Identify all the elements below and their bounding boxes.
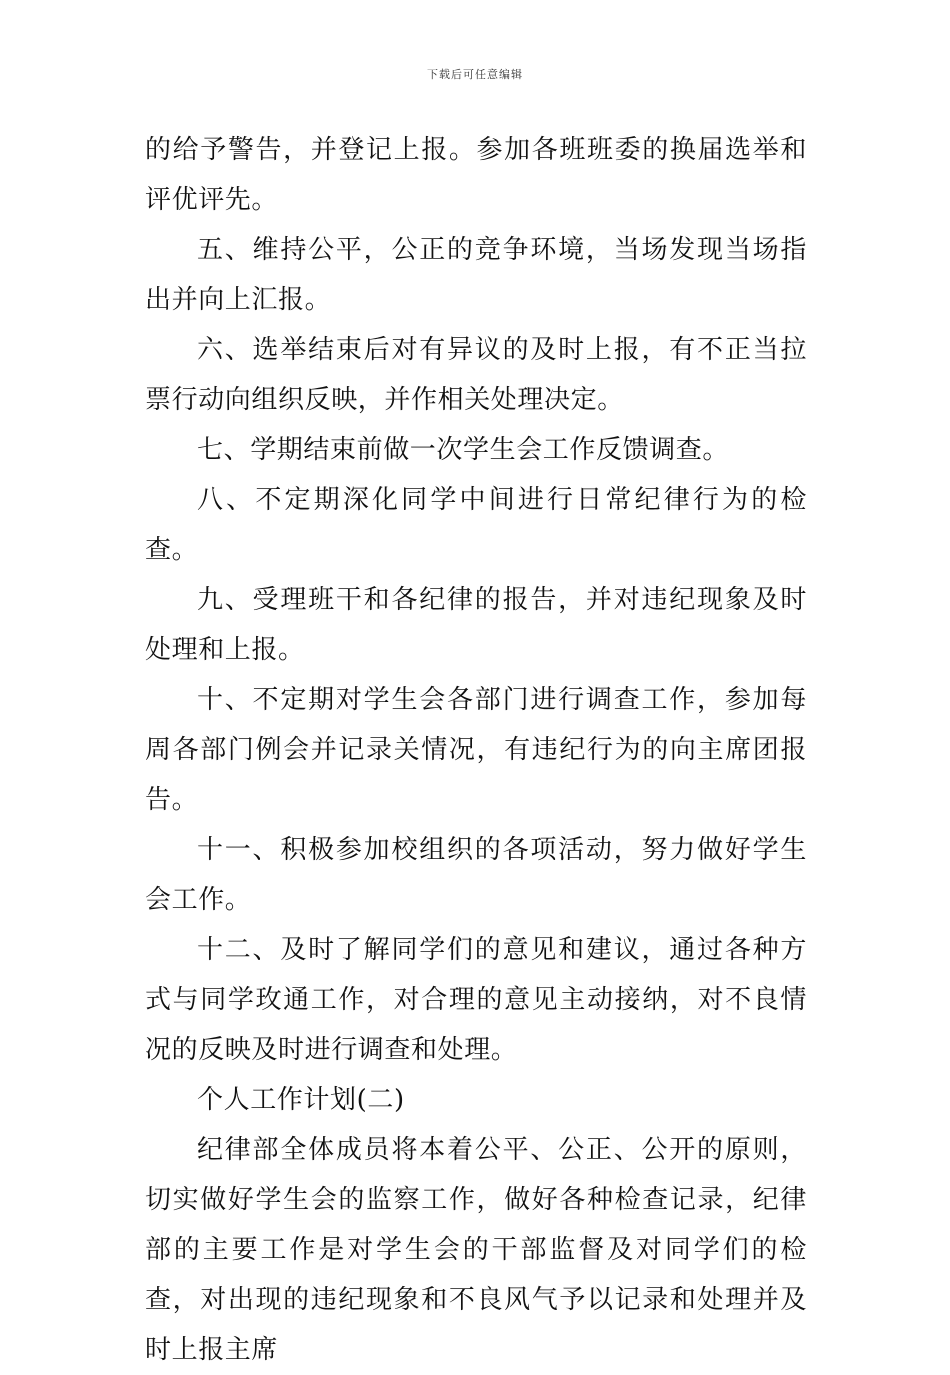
document-body bbox=[145, 125, 807, 1375]
paragraph-item-11: 十一、积极参加校组织的各项活动，努力做好学生会工作。 bbox=[145, 835, 807, 915]
paragraph-item-8: 八、不定期深化同学中间进行日常纪律行为的检查。 bbox=[145, 485, 807, 565]
paragraph-item-5: 五、维持公平，公正的竞争环境，当场发现当场指出并向上汇报。 bbox=[145, 235, 807, 315]
paragraph-intro: 纪律部全体成员将本着公平、公正、公开的原则，切实做好学生会的监察工作，做好各种检查记录，纪律部的主要工作是对学生会的干部监督及对同学们的检查，对出现的违纪现象和不良风气予以记录和处理并及时上报主席 bbox=[145, 1135, 807, 1365]
paragraph-item-7: 七、学期结束前做一次学生会工作反馈调查。 bbox=[197, 435, 730, 465]
paragraph-item-6: 六、选举结束后对有异议的及时上报，有不正当拉票行动向组织反映，并作相关处理决定。 bbox=[145, 335, 807, 415]
paragraph-item-12: 十二、及时了解同学们的意见和建议，通过各种方式与同学玫通工作，对合理的意见主动接纳，对不良情况的反映及时进行调查和处理。 bbox=[145, 935, 807, 1065]
paragraph-continuation: 的给予警告，并登记上报。参加各班班委的换届选举和评优评先。 bbox=[145, 135, 807, 215]
paragraph-item-9: 九、受理班干和各纪律的报告，并对违纪现象及时处理和上报。 bbox=[145, 585, 807, 665]
page-header-note: 下载后可任意编辑 bbox=[427, 68, 523, 81]
section-heading: 个人工作计划(二) bbox=[197, 1085, 405, 1115]
paragraph-item-10: 十、不定期对学生会各部门进行调查工作，参加每周各部门例会并记录关情况，有违纪行为的向主席团报告。 bbox=[145, 685, 807, 815]
